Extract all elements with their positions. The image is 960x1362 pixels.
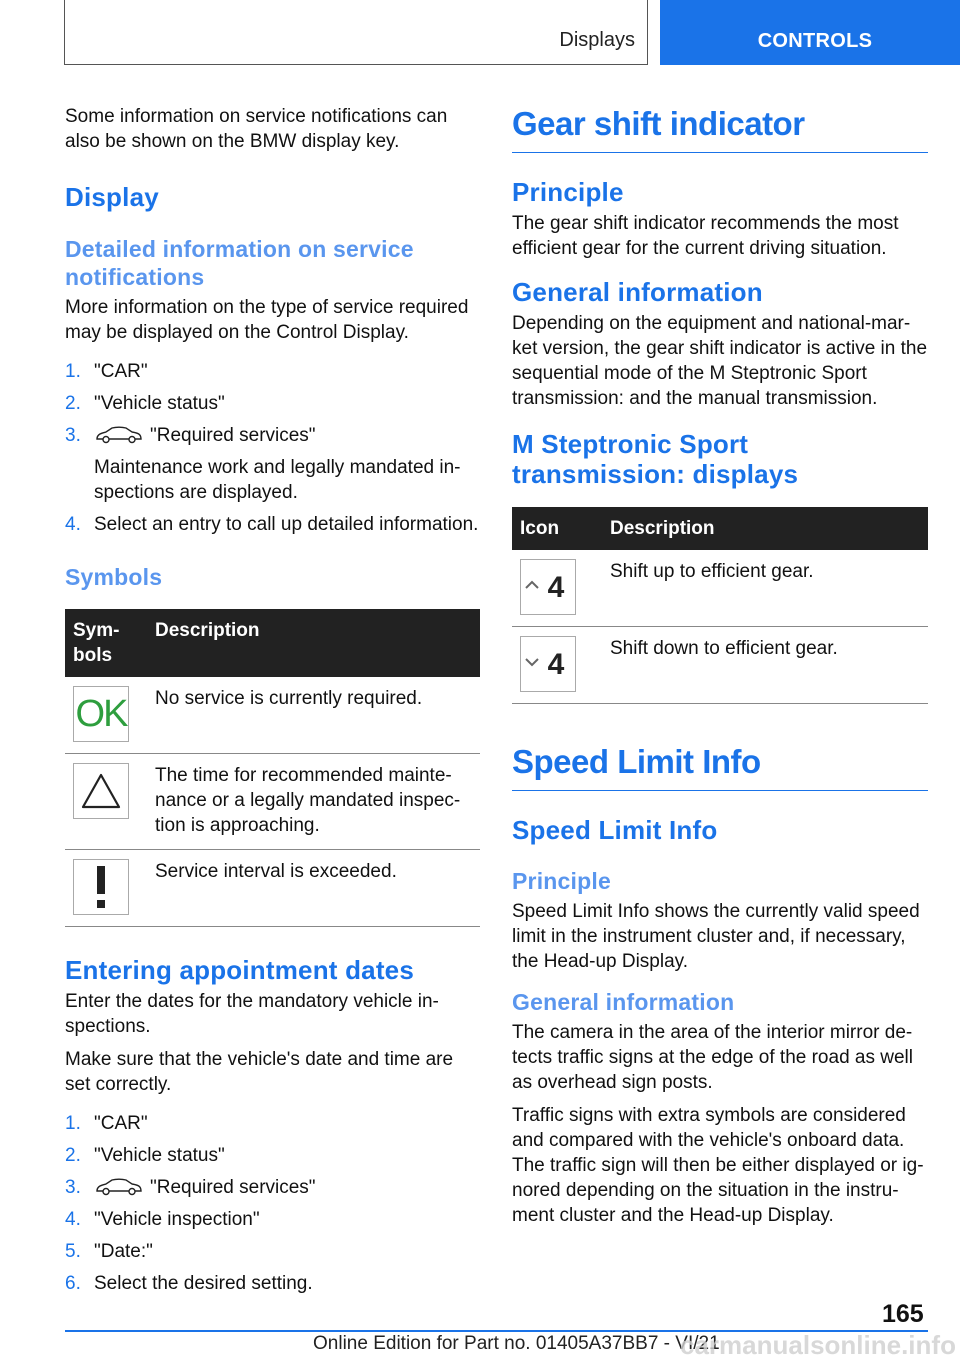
header-chapter-tab: [660, 0, 960, 65]
footer-edition: Online Edition for Part no. 01405A37BB7 - VI/21: [313, 1333, 720, 1354]
list-item: [65, 1175, 480, 1200]
step-text: Select an entry to call up detailed information.: [94, 514, 479, 535]
appointments-paragraph-2: Make sure that the vehicle's date and time are set correctly.: [65, 1049, 454, 1095]
header-chapter-label: CONTROLS: [757, 30, 873, 52]
sli-principle-paragraph: Speed Limit Info shows the currently valid speed limit in the instrument cluster and, if necessary, the Head-up Display.: [512, 901, 920, 972]
table-header-description: Description: [147, 609, 480, 677]
table-cell-description: Shift down to efficient gear.: [602, 627, 928, 704]
right-column: [512, 104, 928, 1236]
ok-icon: OK: [73, 686, 129, 742]
step-number: 3.: [65, 1177, 81, 1198]
header-section-label: Displays: [559, 29, 635, 51]
step-number: 6.: [65, 1273, 81, 1294]
principle-paragraph: The gear shift indicator recommends the most efficient gear for the current driving situation.: [512, 213, 899, 259]
list-item: [65, 1207, 480, 1232]
step-text: "Required services": [150, 425, 316, 446]
general-info-heading: General information: [512, 277, 763, 307]
general-info-paragraph: Depending on the equipment and national-market version, the gear shift indicator is active in the sequential mode of the M Steptronic Sport transmission: and the manual transmission.: [512, 313, 928, 409]
table-cell-description: No service is currently required.: [147, 677, 480, 754]
step-text: "CAR": [94, 361, 148, 382]
step-number: 1.: [65, 1113, 81, 1134]
table-cell-icon: [512, 550, 602, 627]
list-item: [65, 1271, 480, 1296]
principle-heading: Principle: [512, 177, 624, 207]
table-cell-description: Shift up to efficient gear.: [602, 550, 928, 627]
detailed-info-paragraph: More information on the type of service required may be displayed on the Control Display.: [65, 297, 469, 343]
step-number: 2.: [65, 1145, 81, 1166]
step-number: 1.: [65, 361, 81, 382]
exclamation-icon: [73, 859, 129, 915]
sli-general-paragraph-1: The camera in the area of the interior mirror detects traffic signs at the edge of the road as well as overhead sign posts.: [512, 1022, 913, 1093]
service-steps-list: [65, 359, 480, 537]
step-number: 3.: [65, 425, 81, 446]
step-text: Select the desired setting.: [94, 1273, 313, 1294]
table-header-row: [512, 507, 928, 550]
detailed-info-heading: Detailed information on service notifications: [65, 236, 414, 290]
table-header-row: [65, 609, 480, 677]
table-row: [512, 627, 928, 704]
warning-triangle-icon: [73, 763, 129, 819]
sli-general-paragraph-2: Traffic signs with extra symbols are considered and compared with the vehicle's onboard data. The traffic sign will then be either displayed or ignored depending on the situation in the instrument cluster and the Head-up Display.: [512, 1105, 924, 1226]
shift-down-icon: 4: [520, 636, 576, 692]
list-item: [65, 423, 480, 505]
sli-general-heading: General information: [512, 989, 735, 1015]
step-text: "Vehicle inspection": [94, 1209, 260, 1230]
step-text: "CAR": [94, 1113, 148, 1134]
step-number: 4.: [65, 1209, 81, 1230]
gear-table: [512, 507, 928, 704]
table-row: [65, 677, 480, 754]
step-text: "Vehicle status": [94, 1145, 225, 1166]
car-icon: [94, 426, 144, 444]
intro-paragraph: Some information on service notifications can also be shown on the BMW display key.: [65, 106, 448, 152]
step-text: "Vehicle status": [94, 393, 225, 414]
table-header-icon: Icon: [512, 507, 602, 550]
table-row: [512, 550, 928, 627]
appointments-heading: Entering appointment dates: [65, 955, 415, 985]
display-heading: Display: [65, 182, 159, 212]
list-item: [65, 1239, 480, 1264]
step-number: 4.: [65, 514, 81, 535]
step-text: "Required services": [150, 1177, 316, 1198]
step-subtext: Maintenance work and legally mandated inspections are displayed.: [94, 457, 461, 503]
gear-shift-heading: Gear shift indicator: [512, 104, 928, 153]
table-cell-description: Service interval is exceeded.: [147, 850, 480, 927]
speed-limit-info-title: Speed Limit Info: [512, 742, 928, 791]
table-cell-symbol: [65, 677, 147, 754]
table-row: [65, 850, 480, 927]
list-item: [65, 1143, 480, 1168]
left-column: [65, 104, 480, 1303]
watermark: carmanualsonline.info: [680, 1330, 956, 1360]
table-header-symbols: Symbols: [65, 609, 147, 677]
msteptronic-heading: M Steptronic Sport transmission: displays: [512, 429, 799, 489]
step-text: "Date:": [94, 1241, 153, 1262]
table-cell-symbol: [65, 850, 147, 927]
list-item: [65, 512, 480, 537]
list-item: [65, 391, 480, 416]
speed-limit-info-subheading: Speed Limit Info: [512, 815, 718, 845]
step-number: 2.: [65, 393, 81, 414]
symbols-table: [65, 609, 480, 927]
sli-principle-heading: Principle: [512, 868, 611, 894]
table-header-description: Description: [602, 507, 928, 550]
appointments-paragraph-1: Enter the dates for the mandatory vehicle inspections.: [65, 991, 439, 1037]
table-row: [65, 754, 480, 850]
car-icon: [94, 1178, 144, 1196]
table-cell-symbol: [65, 754, 147, 850]
shift-up-icon: 4: [520, 559, 576, 615]
list-item: [65, 359, 480, 384]
table-cell-description: The time for recommended maintenance or a legally mandated inspection is approaching.: [147, 754, 480, 850]
table-cell-icon: [512, 627, 602, 704]
page-number: 165: [882, 1300, 924, 1328]
symbols-heading: Symbols: [65, 564, 163, 590]
list-item: [65, 1111, 480, 1136]
appointment-steps-list: [65, 1111, 480, 1296]
step-number: 5.: [65, 1241, 81, 1262]
header-section-tab: [64, 0, 648, 65]
